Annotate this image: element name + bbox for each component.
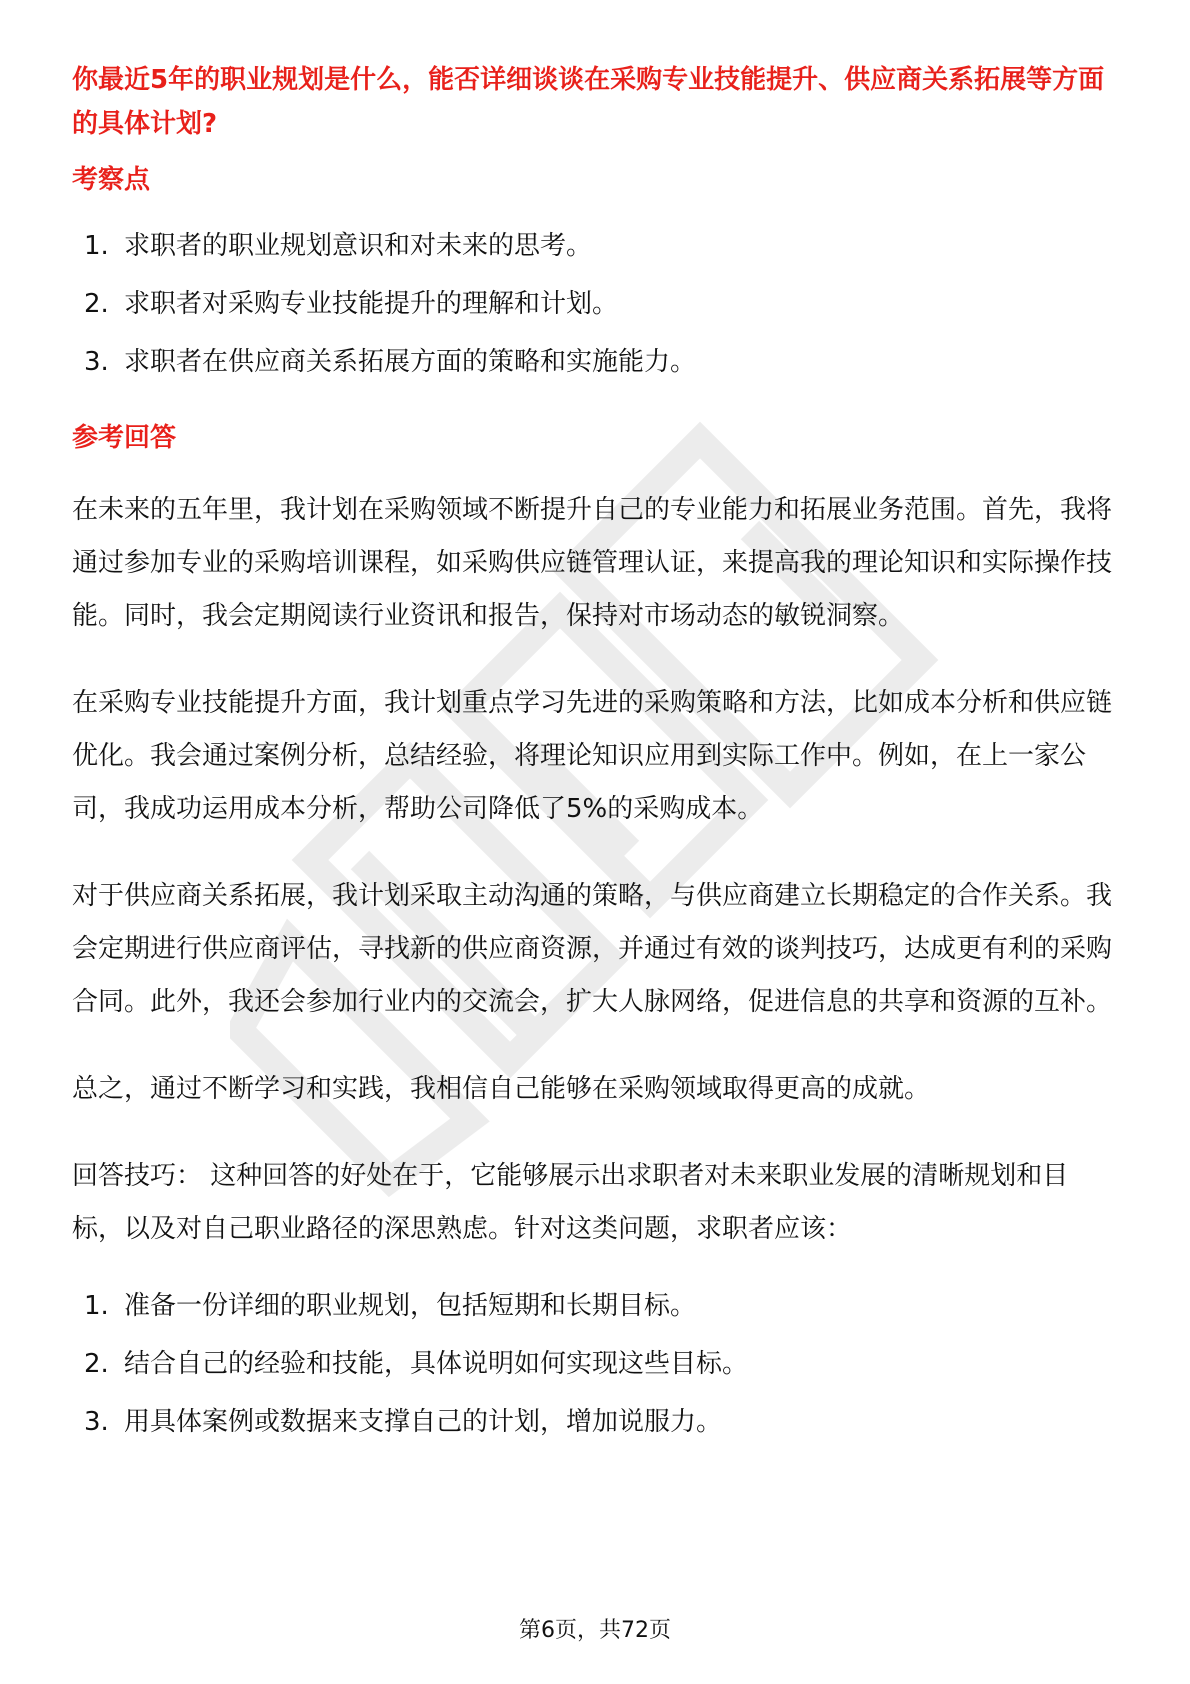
list-item-number: 1. xyxy=(84,1291,109,1321)
list-item-text: 用具体案例或数据来支撑自己的计划，增加说服力。 xyxy=(124,1407,723,1437)
list-item xyxy=(72,1402,1118,1442)
focus-section-title: 考察点 xyxy=(72,165,151,195)
document-body xyxy=(72,58,1118,1460)
list-item xyxy=(72,1286,1118,1326)
answer-paragraph: 对于供应商关系拓展，我计划采取主动沟通的策略，与供应商建立长期稳定的合作关系。我会定期进行供应商评估，寻找新的供应商资源，并通过有效的谈判技巧，达成更有利的采购合同。此外，我还会参加行业内的交流会，扩大人脉网络，促进信息的共享和资源的互补。 xyxy=(72,881,1113,1017)
list-item-text: 求职者的职业规划意识和对未来的思考。 xyxy=(124,231,593,261)
page-footer: 第6页，共72页 xyxy=(519,1618,671,1643)
list-item-number: 3. xyxy=(84,347,109,377)
list-item-number: 2. xyxy=(84,1349,109,1379)
list-item xyxy=(72,1344,1118,1384)
list-item xyxy=(72,226,1118,266)
list-item xyxy=(72,342,1118,382)
list-item-text: 准备一份详细的职业规划，包括短期和长期目标。 xyxy=(124,1291,697,1321)
list-item-text: 求职者在供应商关系拓展方面的策略和实施能力。 xyxy=(124,347,697,377)
list-item-number: 3. xyxy=(84,1407,109,1437)
list-item xyxy=(72,284,1118,324)
question-heading: 你最近5年的职业规划是什么，能否详细谈谈在采购专业技能提升、供应商关系拓展等方面的具体计划? xyxy=(72,65,1105,139)
list-item-number: 2. xyxy=(84,289,109,319)
list-item-text: 求职者对采购专业技能提升的理解和计划。 xyxy=(124,289,619,319)
focus-list xyxy=(72,226,1118,382)
answer-section-title: 参考回答 xyxy=(72,423,177,453)
answer-paragraph: 在未来的五年里，我计划在采购领域不断提升自己的专业能力和拓展业务范围。首先，我将通过参加专业的采购培训课程，如采购供应链管理认证，来提高我的理论知识和实际操作技能。同时，我会定期阅读行业资讯和报告，保持对市场动态的敏锐洞察。 xyxy=(72,495,1113,631)
list-item-number: 1. xyxy=(84,231,109,261)
answer-paragraph: 在采购专业技能提升方面，我计划重点学习先进的采购策略和方法，比如成本分析和供应链优化。我会通过案例分析，总结经验，将理论知识应用到实际工作中。例如，在上一家公司，我成功运用成本分析，帮助公司降低了5%的采购成本。 xyxy=(72,688,1113,824)
list-item-text: 结合自己的经验和技能，具体说明如何实现这些目标。 xyxy=(124,1349,749,1379)
answer-tips-paragraph: 回答技巧： 这种回答的好处在于，它能够展示出求职者对未来职业发展的清晰规划和目标，以及对自己职业路径的深思熟虑。针对这类问题，求职者应该： xyxy=(72,1161,1069,1244)
tips-list xyxy=(72,1286,1118,1442)
answer-paragraph: 总之，通过不断学习和实践，我相信自己能够在采购领域取得更高的成就。 xyxy=(72,1074,931,1104)
